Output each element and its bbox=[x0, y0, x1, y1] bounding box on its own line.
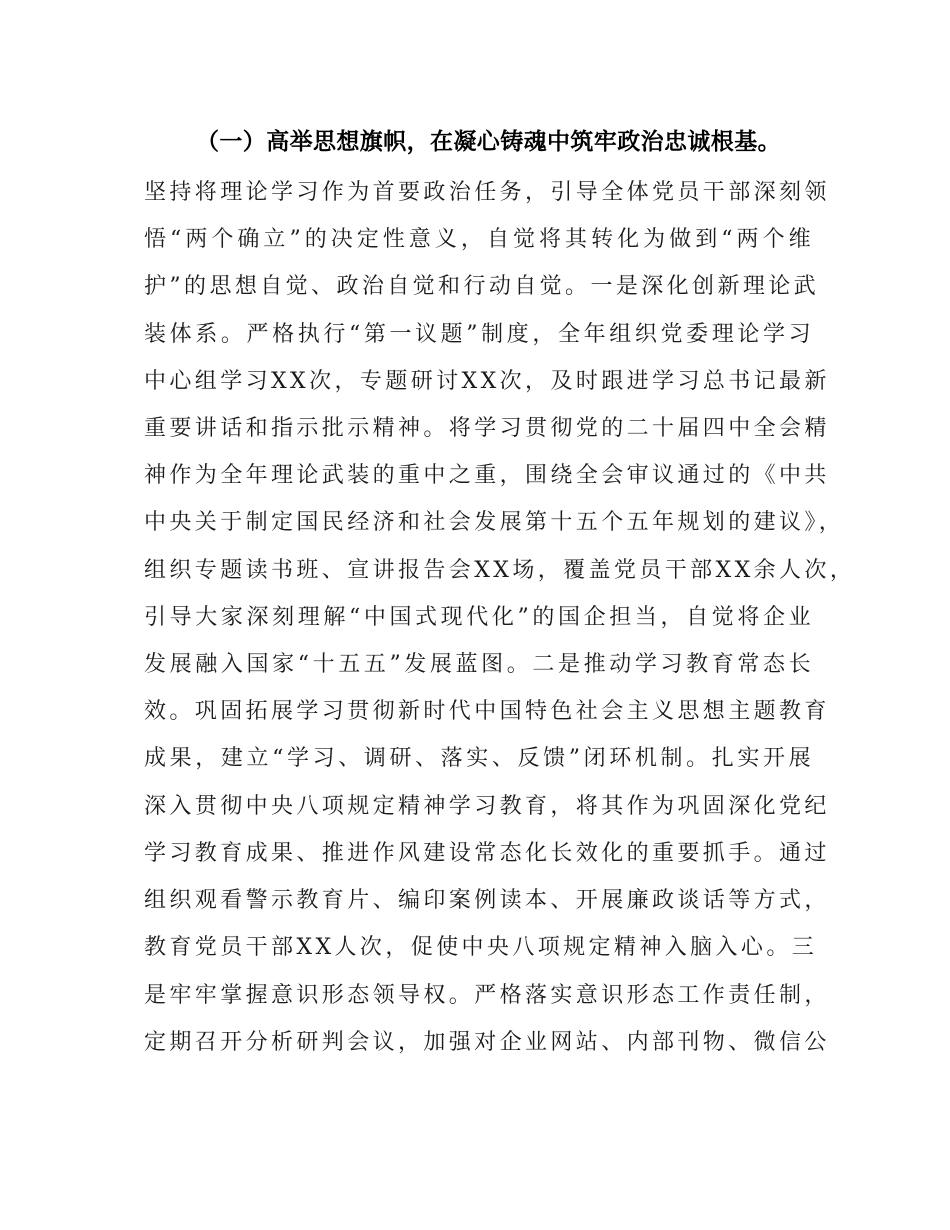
body-line: 坚持将理论学习作为首要政治任务，引导全体党员干部深刻领 bbox=[144, 180, 830, 205]
body-line: 中心组学习XX次，专题研讨XX次，及时跟进学习总书记最新 bbox=[144, 369, 830, 394]
body-line: 神作为全年理论武装的重中之重，围绕全会审议通过的《中共 bbox=[144, 463, 830, 488]
body-line: 重要讲话和指示批示精神。将学习贯彻党的二十届四中全会精 bbox=[144, 416, 830, 441]
body-line: 护”的思想自觉、政治自觉和行动自觉。一是深化创新理论武 bbox=[144, 274, 820, 299]
body-line: 悟“两个确立”的决定性意义，自觉将其转化为做到“两个维 bbox=[144, 227, 814, 252]
body-line: 成果，建立“学习、调研、落实、反馈”闭环机制。扎实开展 bbox=[144, 746, 814, 771]
section-heading: （一）高举思想旗帜，在凝心铸魂中筑牢政治忠诚根基。 bbox=[196, 129, 781, 155]
body-line: 深入贯彻中央八项规定精神学习教育，将其作为巩固深化党纪 bbox=[144, 794, 830, 819]
body-line: 中央关于制定国民经济和社会发展第十五个五年规划的建议》， bbox=[144, 510, 845, 535]
body-line: 装体系。严格执行“第一议题”制度，全年组织党委理论学习 bbox=[144, 322, 814, 347]
body-line: 定期召开分析研判会议，加强对企业网站、内部刊物、微信公 bbox=[144, 1030, 830, 1055]
body-line: 效。巩固拓展学习贯彻新时代中国特色社会主义思想主题教育 bbox=[144, 699, 830, 724]
body-line: 教育党员干部XX人次，促使中央八项规定精神入脑入心。三 bbox=[144, 935, 818, 960]
body-line: 学习教育成果、推进作风建设常态化长效化的重要抓手。通过 bbox=[144, 841, 830, 866]
body-line: 组织专题读书班、宣讲报告会XX场，覆盖党员干部XX余人次， bbox=[144, 558, 856, 583]
body-line: 是牢牢掌握意识形态领导权。严格落实意识形态工作责任制， bbox=[144, 983, 830, 1008]
body-line: 引导大家深刻理解“中国式现代化”的国企担当，自觉将企业 bbox=[144, 605, 814, 630]
body-line: 发展融入国家“十五五”发展蓝图。二是推动学习教育常态长 bbox=[144, 652, 814, 677]
body-line: 组织观看警示教育片、编印案例读本、开展廉政谈话等方式， bbox=[144, 888, 830, 913]
